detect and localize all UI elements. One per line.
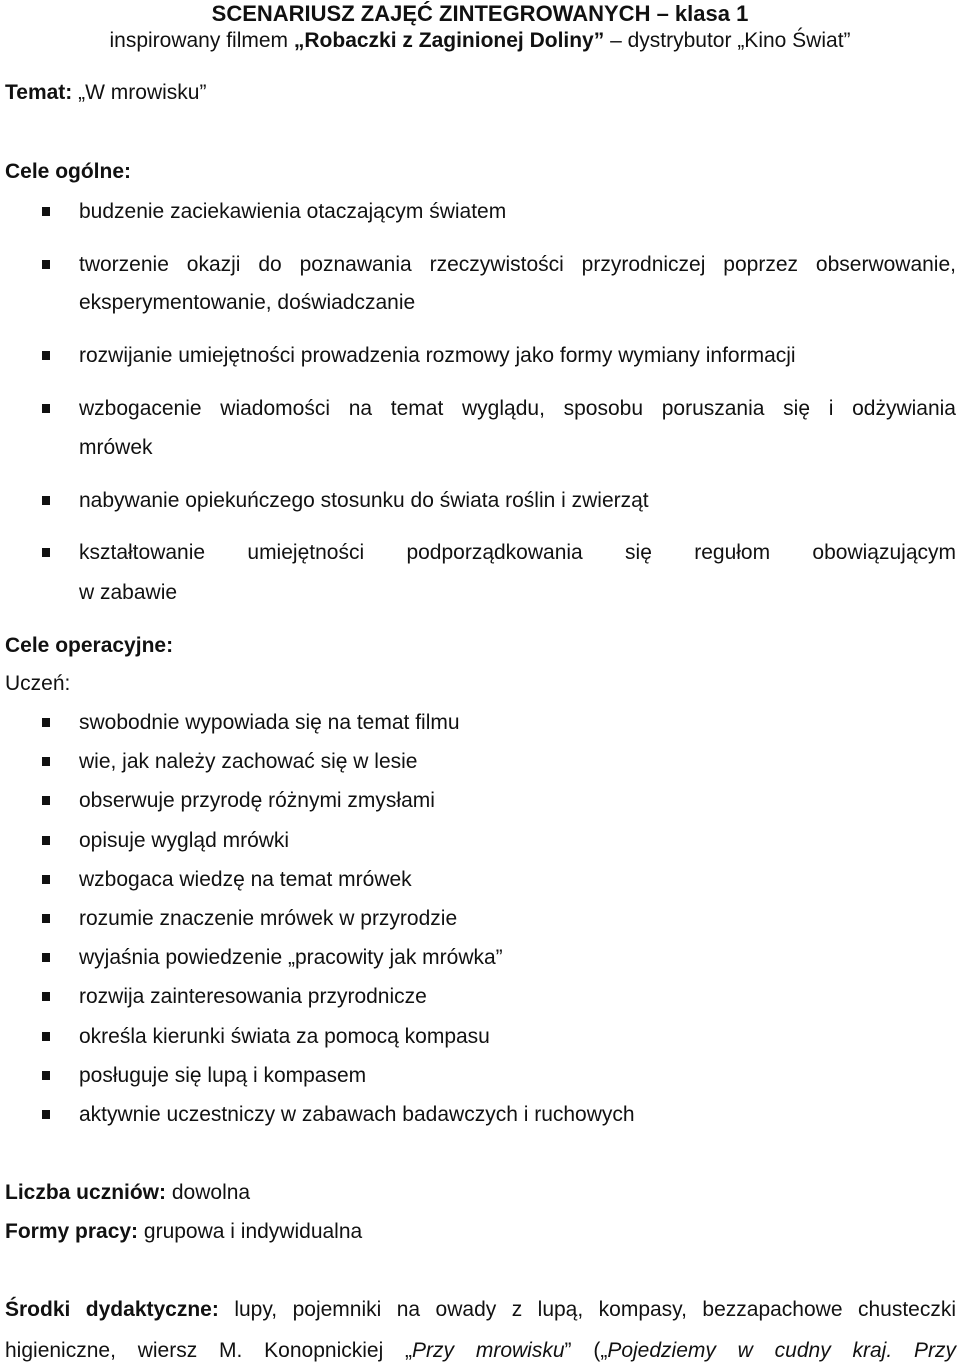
bullet-square-icon [42,548,50,557]
bullet-square-icon [42,404,50,413]
bullet-square-icon [42,351,50,360]
work-forms-value: grupowa i indywidualna [143,1220,363,1243]
operational-goal-text: wyjaśnia powiedzenie „pracowity jak mrówka” [79,946,503,970]
teaching-aids-text: ” („ [564,1339,608,1362]
goal-text: kształtowanie umiejętności podporządkowania się regułom obowiązującym [79,541,956,564]
teaching-aids-label: Środki dydaktyczne: [5,1298,219,1321]
bullet-square-icon [42,1071,50,1080]
operational-goal-text: rozwija zainteresowania przyrodnicze [79,985,427,1009]
work-forms-label: Formy pracy: [5,1220,139,1243]
goal-text: tworzenie okazji do poznawania rzeczywistości przyrodniczej poprzez obserwowanie, [79,253,956,276]
general-goals-heading: Cele ogólne: [5,160,132,183]
operational-goal-text: posługuje się lupą i kompasem [79,1063,367,1087]
bullet-square-icon [42,260,50,269]
goal-text: nabywanie opiekuńczego stosunku do świata roślin i zwierząt [79,489,649,512]
operational-goals-heading: Cele operacyjne: [5,634,174,657]
document-title: SCENARIUSZ ZAJĘĆ ZINTEGROWANYCH – klasa 1 [211,1,749,26]
bullet-square-icon [42,875,50,884]
topic-value: „W mrowisku” [78,81,207,104]
teaching-aids-line [5,1296,956,1324]
subtitle-prefix: inspirowany filmem [109,29,289,52]
poem-title: Przy mrowisku [412,1339,565,1362]
teaching-aids-continued [5,1337,956,1365]
bullet-square-icon [42,992,50,1001]
operational-goal-text: opisuje wygląd mrówki [79,828,290,852]
goal-text: wzbogacenie wiadomości na temat wyglądu, sposobu poruszania się i odżywiania [79,397,956,420]
goal-text-continued: eksperymentowanie, doświadczanie [79,291,416,314]
document-subtitle [0,27,960,55]
book-title: Pojedziemy w cudny kraj. Przy [607,1339,956,1362]
bullet-square-icon [42,1032,50,1041]
film-title: „Robaczki z Zaginionej Doliny” [293,29,605,52]
bullet-square-icon [42,836,50,845]
teaching-aids-value: lupy, pojemniki na owady z lupą, kompasy, bezzapachowe chusteczki [234,1298,957,1321]
work-forms-line [5,1218,362,1246]
bullet-square-icon [42,1110,50,1119]
subtitle-suffix: – dystrybutor „Kino Świat” [610,29,851,52]
goal-text: rozwijanie umiejętności prowadzenia rozmowy jako formy wymiany informacji [79,344,796,367]
student-count-value: dowolna [171,1181,251,1204]
bullet-square-icon [42,953,50,962]
operational-goal-text: wzbogaca wiedzę na temat mrówek [79,867,412,891]
bullet-square-icon [42,496,50,505]
operational-goal-text: obserwuje przyrodę różnymi zmysłami [79,789,435,813]
operational-goal-text: wie, jak należy zachować się w lesie [79,750,418,774]
bullet-square-icon [42,796,50,805]
student-count-line [5,1179,250,1207]
bullet-square-icon [42,757,50,766]
bullet-square-icon [42,914,50,923]
student-count-label: Liczba uczniów: [5,1181,167,1204]
operational-goal-text: swobodnie wypowiada się na temat filmu [79,711,460,734]
operational-goal-text: określa kierunki świata za pomocą kompasu [79,1024,490,1048]
operational-goal-text: aktywnie uczestniczy w zabawach badawczych i ruchowych [79,1103,635,1126]
topic-line [5,79,206,107]
goal-text-continued: mrówek [79,436,153,459]
bullet-square-icon [42,718,50,727]
operational-goal-text: rozumie znaczenie mrówek w przyrodzie [79,907,458,930]
topic-label: Temat: [5,81,73,104]
goal-text-continued: w zabawie [79,581,178,604]
student-label: Uczeń: [5,672,71,695]
goal-text: budzenie zaciekawienia otaczającym światem [79,200,507,223]
bullet-square-icon [42,207,50,216]
teaching-aids-text: higieniczne, wiersz M. Konopnickiej „ [5,1339,413,1362]
